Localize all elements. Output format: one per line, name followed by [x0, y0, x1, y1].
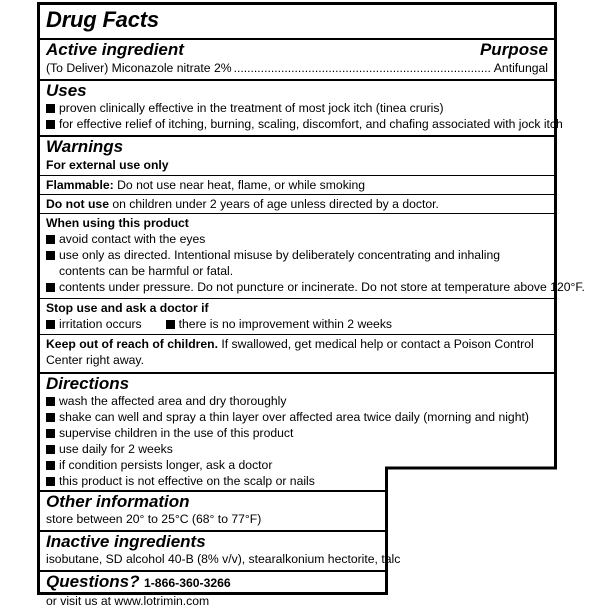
bullet-icon: [166, 320, 175, 329]
storage-text: store between 20° to 25°C (68° to 77°F): [46, 512, 262, 526]
list-item: avoid contact with the eyes: [46, 231, 548, 247]
external-use-text: For external use only: [46, 158, 169, 172]
purpose-text: Antifungal: [493, 61, 548, 75]
bullet-icon: [46, 104, 55, 113]
when-using-heading: When using this product: [46, 216, 189, 230]
other-information-section: [37, 492, 387, 527]
bullet-icon: [46, 120, 55, 129]
divider: [37, 175, 557, 176]
bullet-icon: [46, 235, 55, 244]
bullet-icon: [46, 445, 55, 454]
stop-use-heading: Stop use and ask a doctor if: [46, 301, 209, 315]
stop-use-section: [37, 300, 557, 332]
active-ingredient-text: (To Deliver) Miconazole nitrate 2%: [46, 61, 232, 75]
divider: [37, 298, 557, 299]
inactive-ingredients-heading: Inactive ingredients: [46, 532, 206, 551]
list-item: supervise children in the use of this product: [46, 425, 548, 441]
active-ingredient-heading: Active ingredient: [46, 40, 184, 59]
list-item: shake can well and spray a thin layer over affected area twice daily (morning and night): [46, 409, 548, 425]
uses-heading: Uses: [46, 81, 87, 100]
leader-dots: [234, 60, 492, 76]
keep-out-of-reach: Keep out of reach of children. If swallowed, get medical help or contact a Poison Control Center right away.: [46, 337, 534, 367]
list-item: wash the affected area and dry thoroughly: [46, 393, 548, 409]
bullet-icon: [46, 429, 55, 438]
questions-section: [37, 572, 387, 610]
questions-heading: Questions?: [46, 572, 140, 591]
list-item: this product is not effective on the scalp or nails: [46, 473, 548, 489]
uses-section: [37, 81, 563, 132]
divider: [37, 194, 557, 195]
list-item: there is no improvement within 2 weeks: [178, 317, 393, 331]
title-section: [37, 7, 557, 33]
drug-facts-panel: [37, 2, 585, 608]
flammable-warning: Flammable: Do not use near heat, flame, or while smoking: [46, 178, 366, 192]
list-item: irritation occurs: [59, 317, 142, 331]
directions-heading: Directions: [46, 374, 130, 393]
divider: [37, 334, 557, 335]
active-ingredient-section: [37, 40, 557, 76]
purpose-heading: Purpose: [479, 40, 548, 59]
stop-use-items: [46, 316, 548, 332]
bullet-icon: [46, 413, 55, 422]
questions-text: or visit us at www.lotrimin.com: [46, 594, 210, 608]
inactive-ingredients-text: isobutane, SD alcohol 40-B (8% v/v), stearalkonium hectorite, talc: [46, 552, 401, 566]
bullet-icon: [46, 477, 55, 486]
divider: [37, 213, 557, 214]
bullet-icon: [46, 320, 55, 329]
inactive-ingredients-section: [37, 532, 401, 567]
drug-facts-title: Drug Facts: [46, 7, 159, 32]
bullet-icon: [46, 251, 55, 260]
bullet-icon: [46, 283, 55, 292]
do-not-use-warning: Do not use on children under 2 years of age unless directed by a doctor.: [46, 197, 439, 211]
directions-section: [37, 374, 557, 489]
other-information-heading: Other information: [46, 492, 190, 511]
list-item: use only as directed. Intentional misuse by deliberately concentrating and inhaling contents can be harmful or fatal.: [46, 247, 548, 279]
list-item: contents under pressure. Do not puncture or incinerate. Do not store at temperature above 120°F.: [46, 279, 548, 295]
list-item: for effective relief of itching, burning, scaling, discomfort, and chafing associated with jock itch: [46, 116, 548, 132]
list-item: proven clinically effective in the treatment of most jock itch (tinea cruris): [46, 100, 548, 116]
phone-number: 1-866-360-3266: [143, 576, 231, 590]
warnings-heading: Warnings: [46, 137, 124, 156]
warnings-section: [37, 137, 557, 173]
bullet-icon: [46, 461, 55, 470]
list-item: use daily for 2 weeks: [46, 441, 548, 457]
when-using-section: [37, 215, 585, 295]
list-item: if condition persists longer, ask a doctor: [46, 457, 548, 473]
bullet-icon: [46, 397, 55, 406]
